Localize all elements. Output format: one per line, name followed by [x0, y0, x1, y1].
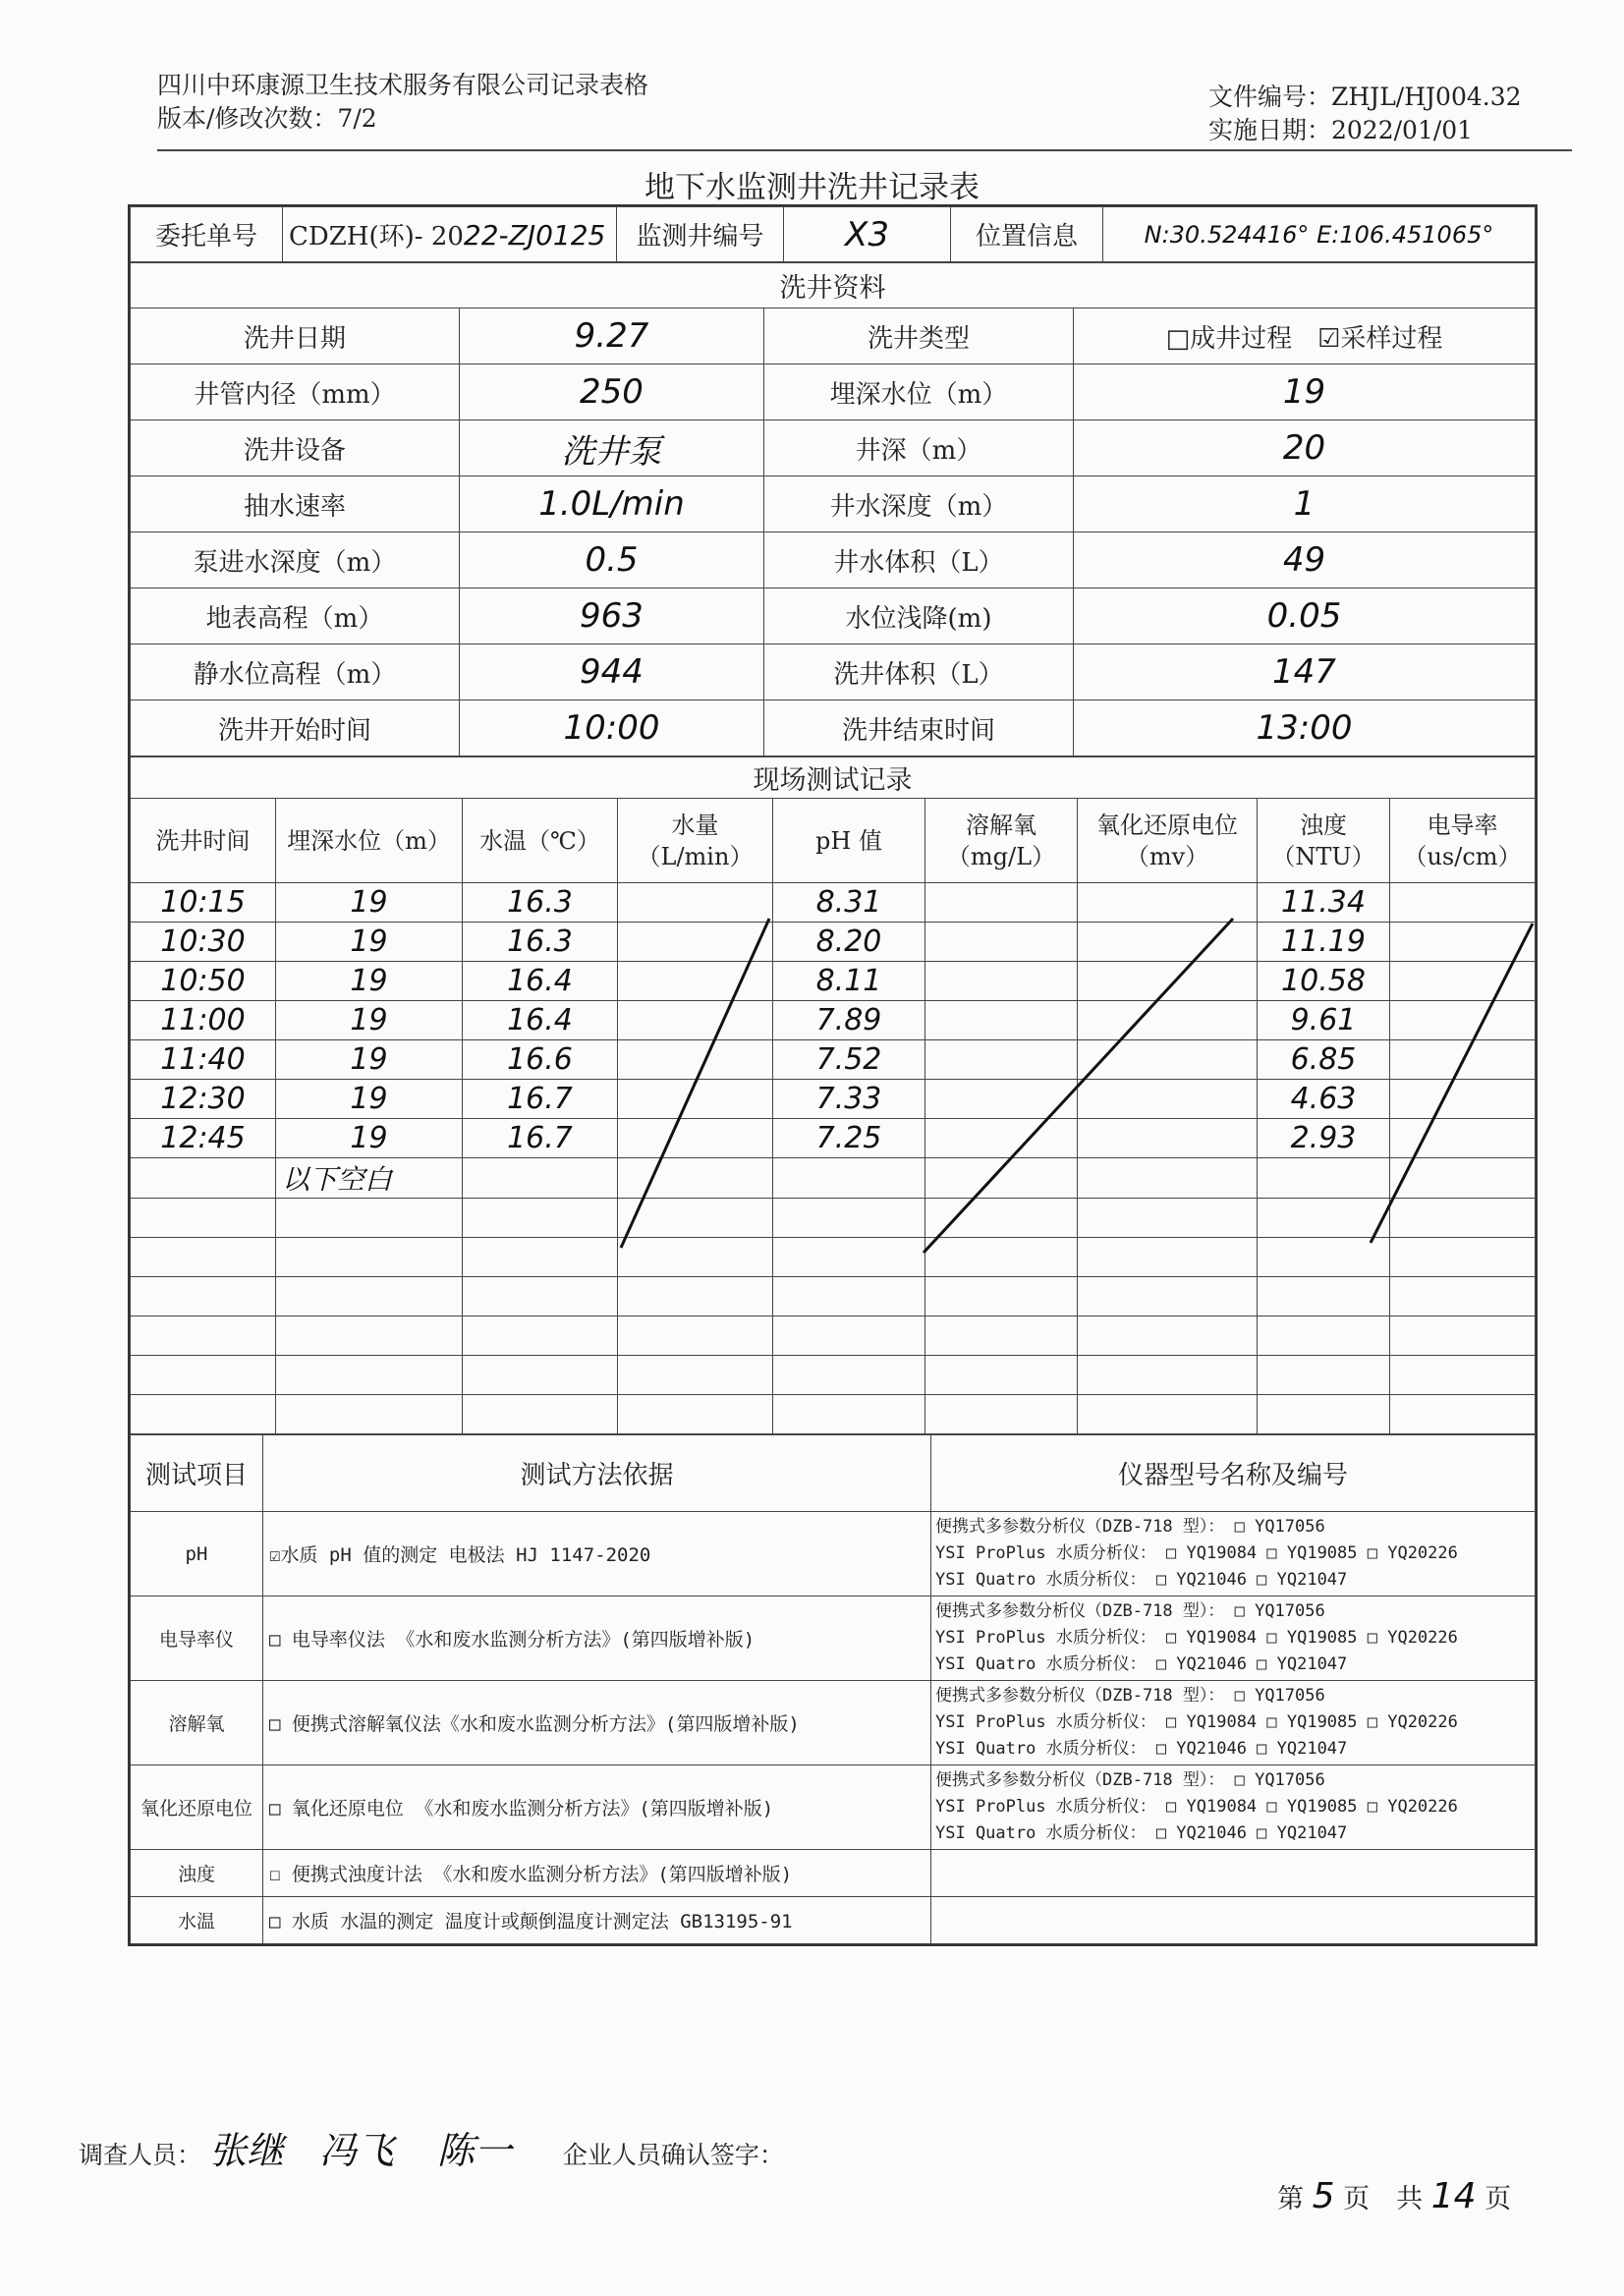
field-cell	[1390, 883, 1536, 923]
field-header: 水量（L/min）	[618, 799, 773, 883]
field-cell	[1390, 1119, 1536, 1158]
methods-table	[130, 1434, 1536, 1944]
method-basis: ☐ 便携式浊度计法 《水和废水监测分析方法》(第四版增补版)	[263, 1850, 931, 1897]
wash-row	[131, 364, 1536, 420]
field-row	[131, 1158, 1536, 1199]
method-item: 水温	[131, 1897, 263, 1944]
wash-row	[131, 700, 1536, 756]
field-depth	[276, 1356, 463, 1395]
wash-value: 963	[460, 588, 764, 644]
wash-value: 20	[1074, 420, 1536, 476]
field-row	[131, 1119, 1536, 1158]
order-hand: 22-ZJ0125	[463, 219, 606, 252]
wash-value: 0.5	[460, 532, 764, 588]
field-cell	[1390, 1001, 1536, 1040]
field-ph	[773, 1277, 925, 1316]
method-basis: ☑水质 pH 值的测定 电极法 HJ 1147-2020	[263, 1512, 931, 1596]
wash-label: 洗井结束时间	[764, 700, 1074, 756]
page-suffix: 页	[1484, 2184, 1512, 2214]
wash-label: 洗井类型	[764, 308, 1074, 364]
wash-value: 0.05	[1074, 588, 1536, 644]
methods-basis-header: 测试方法依据	[263, 1435, 931, 1512]
field-ph	[773, 1316, 925, 1356]
header-divider	[157, 149, 1572, 151]
field-time: 12:45	[131, 1119, 276, 1158]
method-item: 溶解氧	[131, 1681, 263, 1765]
field-cell	[1390, 1080, 1536, 1119]
page-mid: 页 共	[1343, 2184, 1424, 2214]
wash-row	[131, 476, 1536, 532]
field-cell	[925, 1040, 1078, 1080]
wash-label: 泵进水深度（m）	[131, 532, 460, 588]
field-row	[131, 1356, 1536, 1395]
field-turb: 9.61	[1258, 1001, 1390, 1040]
field-cell	[925, 883, 1078, 923]
field-cell	[618, 962, 773, 1001]
wash-row	[131, 644, 1536, 700]
field-cell	[618, 1080, 773, 1119]
field-cell	[925, 1119, 1078, 1158]
wash-value: 1.0L/min	[460, 476, 764, 532]
field-header: pH 值	[773, 799, 925, 883]
page-title: 地下水监测井洗井记录表	[644, 170, 980, 205]
field-turb: 6.85	[1258, 1040, 1390, 1080]
field-depth: 19	[276, 962, 463, 1001]
field-cell	[1390, 1040, 1536, 1080]
instrument-line: YSI Quatro 水质分析仪： □ YQ21046 □ YQ21047	[935, 1823, 1348, 1843]
wash-value: 1	[1074, 476, 1536, 532]
field-cell	[925, 1277, 1078, 1316]
instrument-line: YSI ProPlus 水质分析仪： □ YQ19084 □ YQ19085 □ YQ20226	[935, 1712, 1458, 1732]
blank-note: 以下空白	[276, 1158, 463, 1199]
field-cell	[1078, 923, 1258, 962]
field-row	[131, 1080, 1536, 1119]
field-time	[131, 1395, 276, 1434]
field-temp: 16.6	[463, 1040, 618, 1080]
investigators	[79, 2120, 784, 2174]
field-cell	[1390, 923, 1536, 962]
order-number	[283, 207, 617, 262]
field-temp: 16.3	[463, 923, 618, 962]
field-cell	[618, 1199, 773, 1238]
field-ph: 8.31	[773, 883, 925, 923]
field-cell	[1390, 962, 1536, 1001]
instrument-line: YSI ProPlus 水质分析仪： □ YQ19084 □ YQ19085 □ YQ20226	[935, 1543, 1458, 1563]
field-rows	[131, 883, 1536, 1434]
methods-instrument-header: 仪器型号名称及编号	[931, 1435, 1536, 1512]
field-cell	[1078, 1040, 1258, 1080]
method-item: 氧化还原电位	[131, 1765, 263, 1850]
well-number: X3	[784, 207, 951, 262]
field-cell	[618, 1316, 773, 1356]
field-cell	[618, 1395, 773, 1434]
field-cell	[1078, 1158, 1258, 1199]
field-header: 洗井时间	[131, 799, 276, 883]
instrument-line: 便携式多参数分析仪（DZB-718 型）： □ YQ17056	[935, 1601, 1325, 1621]
field-row	[131, 883, 1536, 923]
field-cell	[925, 1395, 1078, 1434]
field-cell	[1390, 1277, 1536, 1316]
record-form	[128, 204, 1538, 1946]
method-instruments	[931, 1681, 1536, 1765]
field-cell	[925, 1238, 1078, 1277]
wash-label: 井水深度（m）	[764, 476, 1074, 532]
field-temp	[463, 1238, 618, 1277]
field-temp	[463, 1356, 618, 1395]
method-row	[131, 1596, 1536, 1681]
method-row	[131, 1681, 1536, 1765]
field-header: 电导率（us/cm）	[1390, 799, 1536, 883]
method-basis: □ 氧化还原电位 《水和废水监测分析方法》(第四版增补版)	[263, 1765, 931, 1850]
method-instruments	[931, 1850, 1536, 1897]
field-cell	[618, 1040, 773, 1080]
field-time: 10:15	[131, 883, 276, 923]
instrument-line: 便携式多参数分析仪（DZB-718 型）： □ YQ17056	[935, 1517, 1325, 1537]
field-header: 埋深水位（m）	[276, 799, 463, 883]
instrument-line: YSI ProPlus 水质分析仪： □ YQ19084 □ YQ19085 □ YQ20226	[935, 1797, 1458, 1817]
field-row	[131, 1316, 1536, 1356]
company-confirm-label: 企业人员确认签字：	[562, 2141, 784, 2169]
field-cell	[1390, 1199, 1536, 1238]
field-depth: 19	[276, 1040, 463, 1080]
field-header: 氧化还原电位（mv）	[1078, 799, 1258, 883]
wash-row	[131, 532, 1536, 588]
investigator-signature-3: 陈一	[436, 2129, 512, 2172]
field-depth: 19	[276, 1080, 463, 1119]
field-cell	[1078, 962, 1258, 1001]
page-prefix: 第	[1277, 2184, 1304, 2214]
field-depth	[276, 1238, 463, 1277]
field-cell	[618, 883, 773, 923]
field-header: 浊度（NTU）	[1258, 799, 1390, 883]
field-depth	[276, 1316, 463, 1356]
wash-label: 洗井设备	[131, 420, 460, 476]
field-time	[131, 1199, 276, 1238]
field-row	[131, 962, 1536, 1001]
field-row	[131, 1001, 1536, 1040]
field-turb: 11.34	[1258, 883, 1390, 923]
field-time: 10:50	[131, 962, 276, 1001]
wash-label: 地表高程（m）	[131, 588, 460, 644]
page-current: 5	[1312, 2176, 1335, 2216]
method-item: 浊度	[131, 1850, 263, 1897]
methods-rows	[131, 1512, 1536, 1944]
method-basis: □ 便携式溶解氧仪法《水和废水监测分析方法》(第四版增补版)	[263, 1681, 931, 1765]
field-temp: 16.4	[463, 962, 618, 1001]
field-cell	[1078, 1316, 1258, 1356]
method-row	[131, 1512, 1536, 1596]
field-time	[131, 1238, 276, 1277]
field-cell	[618, 1001, 773, 1040]
field-header: 水温（℃）	[463, 799, 618, 883]
wash-label: 埋深水位（m）	[764, 364, 1074, 420]
field-cell	[618, 1158, 773, 1199]
wash-label: 静水位高程（m）	[131, 644, 460, 700]
header-right	[1208, 81, 1522, 147]
field-row	[131, 1395, 1536, 1434]
field-cell	[1390, 1356, 1536, 1395]
field-cell	[1390, 1395, 1536, 1434]
wash-label: 洗井开始时间	[131, 700, 460, 756]
field-ph: 8.20	[773, 923, 925, 962]
order-prefix: CDZH(环)- 20	[289, 222, 464, 252]
field-cell	[925, 1158, 1078, 1199]
well-label: 监测井编号	[617, 207, 784, 262]
wash-label: 井深（m）	[764, 420, 1074, 476]
field-ph: 7.33	[773, 1080, 925, 1119]
method-item: 电导率仪	[131, 1596, 263, 1681]
instrument-line: 便携式多参数分析仪（DZB-718 型）： □ YQ17056	[935, 1770, 1325, 1790]
wash-value: 250	[460, 364, 764, 420]
wash-section-title: 洗井资料	[131, 263, 1536, 308]
method-instruments	[931, 1897, 1536, 1944]
page-total: 14	[1430, 2176, 1477, 2216]
field-time	[131, 1158, 276, 1199]
field-depth	[276, 1199, 463, 1238]
wash-value: □成井过程 ☑采样过程	[1074, 308, 1536, 364]
field-cell	[1390, 1158, 1536, 1199]
method-row	[131, 1850, 1536, 1897]
field-ph: 7.52	[773, 1040, 925, 1080]
investigator-signature-2: 冯飞	[318, 2129, 394, 2172]
field-turb: 10.58	[1258, 962, 1390, 1001]
field-row	[131, 1199, 1536, 1238]
investigators-label: 调查人员：	[79, 2141, 202, 2169]
field-turb: 11.19	[1258, 923, 1390, 962]
field-cell	[1078, 1395, 1258, 1434]
field-cell	[1390, 1316, 1536, 1356]
field-row	[131, 923, 1536, 962]
field-cell	[1078, 1356, 1258, 1395]
company-name: 四川中环康源卫生技术服务有限公司记录表格	[157, 71, 649, 99]
field-section-title: 现场测试记录	[131, 757, 1536, 799]
field-depth	[276, 1395, 463, 1434]
wash-value: 147	[1074, 644, 1536, 700]
instrument-line: YSI Quatro 水质分析仪： □ YQ21046 □ YQ21047	[935, 1654, 1348, 1674]
method-row	[131, 1765, 1536, 1850]
wash-label: 井水体积（L）	[764, 532, 1074, 588]
wash-label: 井管内径（mm）	[131, 364, 460, 420]
field-temp	[463, 1158, 618, 1199]
wash-value: 944	[460, 644, 764, 700]
field-turb	[1258, 1199, 1390, 1238]
field-turb	[1258, 1238, 1390, 1277]
field-cell	[1078, 1119, 1258, 1158]
field-temp: 16.7	[463, 1119, 618, 1158]
method-instruments	[931, 1596, 1536, 1681]
field-cell	[925, 1199, 1078, 1238]
field-cell	[618, 1238, 773, 1277]
field-time: 12:30	[131, 1080, 276, 1119]
field-ph: 7.25	[773, 1119, 925, 1158]
field-cell	[1078, 1277, 1258, 1316]
field-ph	[773, 1395, 925, 1434]
field-temp: 16.7	[463, 1080, 618, 1119]
instrument-line: YSI Quatro 水质分析仪： □ YQ21046 □ YQ21047	[935, 1570, 1348, 1590]
field-depth: 19	[276, 1119, 463, 1158]
field-cell	[925, 1080, 1078, 1119]
field-cell	[1078, 883, 1258, 923]
field-temp: 16.4	[463, 1001, 618, 1040]
method-instruments	[931, 1765, 1536, 1850]
wash-label: 水位浅降(m)	[764, 588, 1074, 644]
field-cell	[618, 923, 773, 962]
field-cell	[925, 1316, 1078, 1356]
field-cell	[925, 1001, 1078, 1040]
method-basis: □ 电导率仪法 《水和废水监测分析方法》(第四版增补版)	[263, 1596, 931, 1681]
implementation-date: 实施日期：2022/01/01	[1208, 116, 1474, 144]
field-ph	[773, 1158, 925, 1199]
field-cell	[1390, 1238, 1536, 1277]
instrument-line: YSI ProPlus 水质分析仪： □ YQ19084 □ YQ19085 □ YQ20226	[935, 1628, 1458, 1648]
wash-value: 49	[1074, 532, 1536, 588]
field-ph	[773, 1356, 925, 1395]
wash-value: 洗井泵	[460, 420, 764, 476]
wash-value: 9.27	[460, 308, 764, 364]
field-turb	[1258, 1158, 1390, 1199]
wash-fields	[131, 308, 1536, 756]
wash-value: 19	[1074, 364, 1536, 420]
field-depth	[276, 1277, 463, 1316]
instrument-line: 便携式多参数分析仪（DZB-718 型）： □ YQ17056	[935, 1686, 1325, 1706]
wash-row	[131, 588, 1536, 644]
field-cell	[1078, 1199, 1258, 1238]
wash-table	[130, 262, 1536, 756]
field-row	[131, 1238, 1536, 1277]
field-turb: 2.93	[1258, 1119, 1390, 1158]
wash-row	[131, 420, 1536, 476]
field-depth: 19	[276, 883, 463, 923]
wash-label: 洗井体积（L）	[764, 644, 1074, 700]
method-item: pH	[131, 1512, 263, 1596]
field-cell	[618, 1356, 773, 1395]
field-temp	[463, 1395, 618, 1434]
field-row	[131, 1040, 1536, 1080]
method-instruments	[931, 1512, 1536, 1596]
field-time	[131, 1316, 276, 1356]
field-ph: 8.11	[773, 962, 925, 1001]
wash-label: 洗井日期	[131, 308, 460, 364]
field-turb	[1258, 1395, 1390, 1434]
field-turb: 4.63	[1258, 1080, 1390, 1119]
field-turb	[1258, 1277, 1390, 1316]
method-row	[131, 1897, 1536, 1944]
field-turb	[1258, 1356, 1390, 1395]
field-cell	[925, 1356, 1078, 1395]
field-temp	[463, 1277, 618, 1316]
field-header-row	[131, 799, 1536, 883]
field-temp	[463, 1199, 618, 1238]
field-header: 溶解氧（mg/L）	[925, 799, 1078, 883]
version-text: 版本/修改次数：7/2	[157, 104, 377, 133]
field-cell	[1078, 1238, 1258, 1277]
field-cell	[618, 1277, 773, 1316]
location-label: 位置信息	[951, 207, 1103, 262]
wash-label: 抽水速率	[131, 476, 460, 532]
investigator-signature-1: 张继	[208, 2129, 284, 2172]
method-basis: □ 水质 水温的测定 温度计或颠倒温度计测定法 GB13195-91	[263, 1897, 931, 1944]
field-time: 11:40	[131, 1040, 276, 1080]
field-time: 10:30	[131, 923, 276, 962]
field-row	[131, 1277, 1536, 1316]
wash-value: 10:00	[460, 700, 764, 756]
field-time: 11:00	[131, 1001, 276, 1040]
field-table	[130, 756, 1536, 1434]
methods-item-header: 测试项目	[131, 1435, 263, 1512]
field-ph	[773, 1199, 925, 1238]
field-cell	[1078, 1080, 1258, 1119]
field-cell	[618, 1119, 773, 1158]
field-turb	[1258, 1316, 1390, 1356]
field-cell	[1078, 1001, 1258, 1040]
info-table	[130, 206, 1536, 262]
location-value: N:30.524416° E:106.451065°	[1103, 207, 1536, 262]
header-left	[157, 69, 648, 136]
field-cell	[925, 923, 1078, 962]
wash-value: 13:00	[1074, 700, 1536, 756]
field-ph	[773, 1238, 925, 1277]
instrument-line: YSI Quatro 水质分析仪： □ YQ21046 □ YQ21047	[935, 1739, 1348, 1759]
field-ph: 7.89	[773, 1001, 925, 1040]
wash-row	[131, 308, 1536, 364]
field-temp	[463, 1316, 618, 1356]
order-label: 委托单号	[131, 207, 283, 262]
field-temp: 16.3	[463, 883, 618, 923]
field-cell	[925, 962, 1078, 1001]
field-depth: 19	[276, 1001, 463, 1040]
file-number: 文件编号：ZHJL/HJ004.32	[1208, 83, 1522, 111]
field-time	[131, 1356, 276, 1395]
page-number	[1277, 2176, 1511, 2216]
field-time	[131, 1277, 276, 1316]
field-depth: 19	[276, 923, 463, 962]
